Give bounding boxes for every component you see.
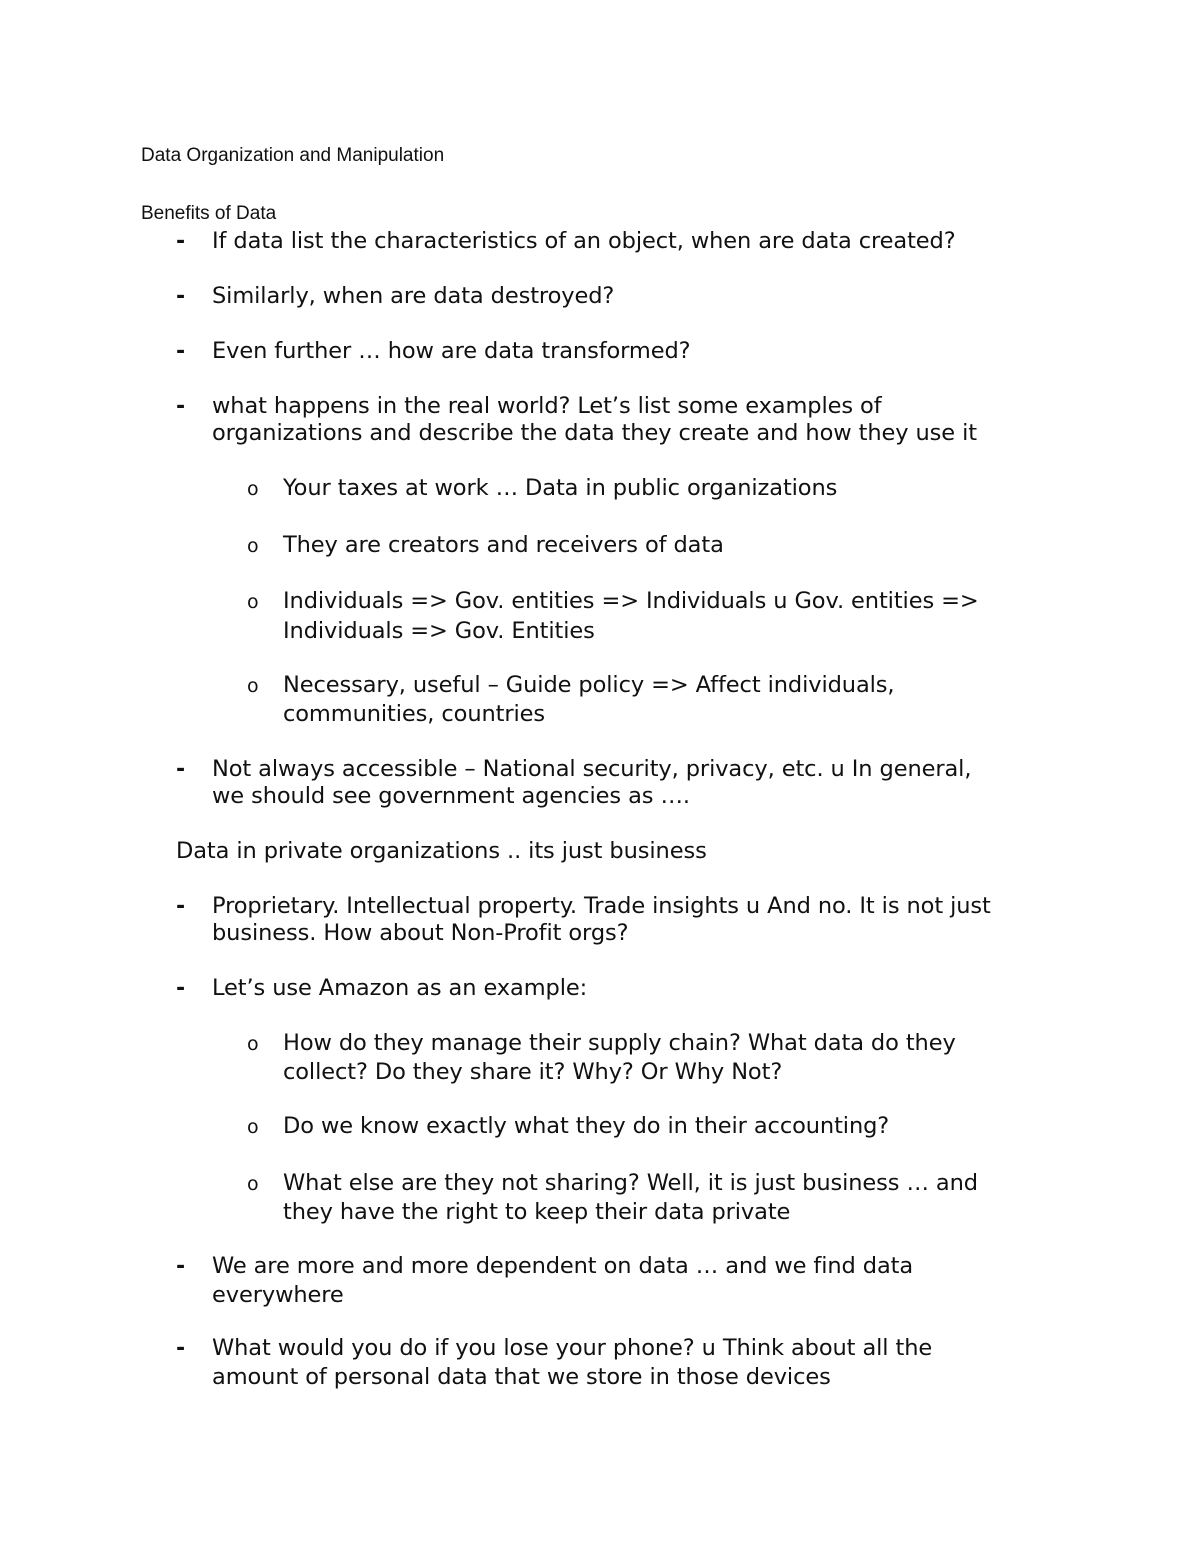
list-item-continuation: organizations and describe the data they create and how they use it [212,420,977,446]
list-item: We are more and more dependent on data … and we find data [212,1253,914,1279]
sub-list-item: Necessary, useful – Guide policy => Affect individuals, [283,672,895,698]
dash-bullet: - [176,284,186,309]
list-item: Proprietary. Intellectual property. Trade insights u And no. It is not just [212,893,991,919]
list-item: Even further … how are data transformed? [212,338,691,364]
paragraph: Data in private organizations .. its just business [176,838,707,864]
list-item: Similarly, when are data destroyed? [212,283,615,309]
list-item-continuation: amount of personal data that we store in those devices [212,1364,831,1390]
circle-bullet: o [247,591,259,613]
sub-list-item: How do they manage their supply chain? What data do they [283,1030,956,1056]
dash-bullet: - [176,394,186,419]
circle-bullet: o [247,1173,259,1195]
circle-bullet: o [247,1116,259,1138]
list-item-continuation: we should see government agencies as …. [212,783,690,809]
sub-list-item: They are creators and receivers of data [283,532,724,558]
sub-list-item: Do we know exactly what they do in their accounting? [283,1113,890,1139]
section-heading: Benefits of Data [141,203,277,224]
sub-list-item: What else are they not sharing? Well, it is just business … and [283,1170,978,1196]
sub-list-item-continuation: collect? Do they share it? Why? Or Why Not? [283,1059,783,1085]
document-title: Data Organization and Manipulation [141,145,445,166]
circle-bullet: o [247,1033,259,1055]
sub-list-item: Your taxes at work … Data in public organizations [283,475,838,501]
list-item: Let’s use Amazon as an example: [212,975,588,1001]
circle-bullet: o [247,675,259,697]
circle-bullet: o [247,478,259,500]
list-item: Not always accessible – National security, privacy, etc. u In general, [212,756,972,782]
circle-bullet: o [247,535,259,557]
sub-list-item-continuation: communities, countries [283,701,546,727]
list-item-continuation: everywhere [212,1282,344,1308]
list-item: If data list the characteristics of an object, when are data created? [212,228,956,254]
list-item-continuation: business. How about Non-Profit orgs? [212,920,629,946]
dash-bullet: - [176,229,186,254]
sub-list-item: Individuals => Gov. entities => Individuals u Gov. entities => [283,588,979,614]
dash-bullet: - [176,757,186,782]
dash-bullet: - [176,1336,186,1361]
dash-bullet: - [176,1254,186,1279]
dash-bullet: - [176,339,186,364]
sub-list-item-continuation: they have the right to keep their data private [283,1199,791,1225]
dash-bullet: - [176,976,186,1001]
list-item: what happens in the real world? Let’s list some examples of [212,393,882,419]
dash-bullet: - [176,894,186,919]
sub-list-item-continuation: Individuals => Gov. Entities [283,618,595,644]
list-item: What would you do if you lose your phone? u Think about all the [212,1335,933,1361]
